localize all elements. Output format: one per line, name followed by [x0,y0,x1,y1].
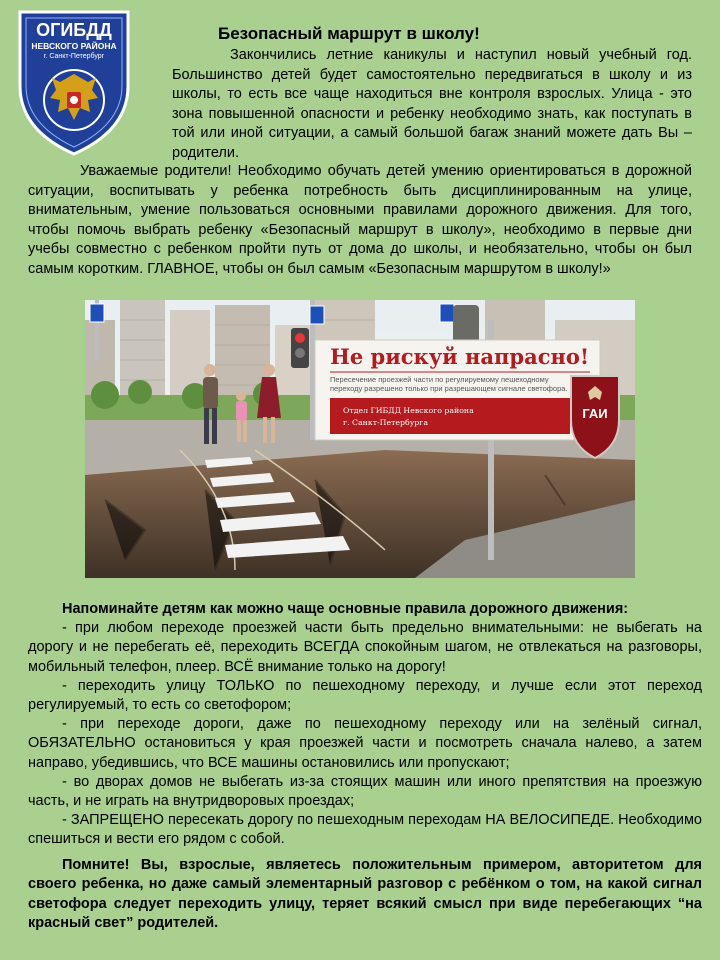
ogibdd-badge-logo [14,8,134,158]
billboard-note-line1: Пересечение проезжей части по регулируемому пешеходному [330,375,549,384]
intro-paragraph [172,46,692,164]
rules-section [28,600,702,850]
safety-poster-image [85,300,635,578]
badge-line2: г. Санкт-Петербург [43,53,105,60]
rule-item: - при любом переходе проезжей части быть предельно внимательными: не выбегать на дорогу и не перебегать её, переходить ВСЕГДА спокойным шагом, не отвлекаться на разговоры, мобильный телефон, плеер. ВСЁ внимание только на дорогу! [28,620,702,675]
page-title: Безопасный маршрут в школу! [218,24,480,43]
intro-text: Закончились летние каникулы и наступил новый учебный год. Большинство детей будет самостоятельно передвигаться в школу и из школы, то есть все чаще находиться вне контроля взрослых. Улица - это зона повышенной опасности и ребенку необходимо знать, как поступать в той или иной ситуации, а самый большой багаж знаний можете дать Вы – родители. [172,47,692,161]
gai-emblem-text: ГАИ [582,406,608,421]
parents-paragraph [28,162,692,280]
rule-item: - во дворах домов не выбегать из-за стоящих машин или иного препятствия на проезжую часть, и не играть на внутридворовых проездах; [28,773,702,810]
rule-item: - при переходе дороги, даже по пешеходному переходу или на зелёный сигнал, ОБЯЗАТЕЛЬНО остановиться у края проезжей части и посмотреть сначала налево, а затем направо, убедившись, что ВСЕ машины остановились или пропускают; [28,716,702,771]
safety-billboard [315,340,619,458]
reminder-paragraph [28,856,702,934]
badge-line1: НЕВСКОГО РАЙОНА [31,41,117,51]
parents-text: Уважаемые родители! Необходимо обучать детей умению ориентироваться в дорожной ситуации, воспитывать у ребенка потребность быть дисциплинированным на улице, внимательным, умение пользоваться основными правилами дорожного движения. Для того, чтобы помочь выбрать ребенку «Безопасный маршрут в школу», необходимо в первые дни учебы совместно с ребенком пройти путь от дома до школы, и необязательно, чтобы он был самым коротким. ГЛАВНОЕ, чтобы он был самым «Безопасным маршрутом в школу!» [28,163,692,277]
billboard-org-line2: г. Санкт-Петербурга [343,418,429,427]
billboard-note-line2: переходу разрешено только при разрешающем сигнале светофора. [330,384,568,393]
rules-heading: Напоминайте детям как можно чаще основные правила дорожного движения: [62,601,629,617]
rule-item: - переходить улицу ТОЛЬКО по пешеходному переходу, и лучше если этот переход регулируемый, то есть со светофором; [28,677,702,714]
billboard-org-line1: Отдел ГИБДД Невского района [343,406,474,415]
rule-item: - ЗАПРЕЩЕНО пересекать дорогу по пешеходным переходам НА ВЕЛОСИПЕДЕ. Необходимо спешиться и вести его рядом с собой. [28,812,702,848]
traffic-light-icon [291,328,309,368]
billboard-headline: Не рискуй напрасно! [330,344,590,369]
badge-title: ОГИБДД [36,20,112,40]
reminder-text: Помните! Вы, взрослые, являетесь положительным примером, авторитетом для своего ребенка, но даже самый элементарный разговор с ребёнком о том, на какой сигнал светофора следует переходить улицу, теряет всякий смысл при виде перебегающих “на красный свет” родителей. [28,857,702,932]
